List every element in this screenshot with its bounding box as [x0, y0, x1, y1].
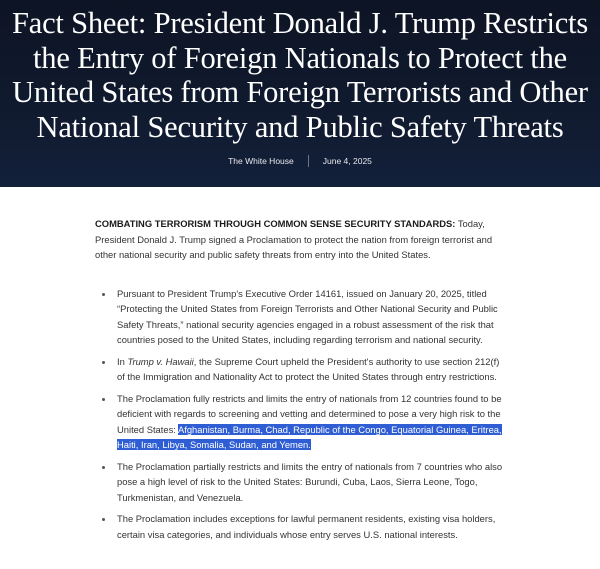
point-text: The Proclamation includes exceptions for lawful permanent residents, existing visa holders, certain visa categories, and individuals whose entry serves U.S. national interests. — [117, 513, 496, 540]
intro-lead: COMBATING TERRORISM THROUGH COMMON SENSE SECURITY STANDARDS: — [95, 218, 456, 229]
point-text-rest: , the Supreme Court upheld the President's authority to use section 212(f) of the Immigration and Nationality Act to protect the United States through entry restrictions. — [117, 355, 500, 382]
case-name: Trump v. Hawaii — [127, 355, 194, 367]
fact-list — [95, 286, 505, 543]
source-link[interactable]: The White House — [228, 156, 294, 166]
publish-date: June 4, 2025 — [322, 156, 372, 166]
bullet-icon — [102, 518, 105, 521]
bullet-icon — [102, 398, 105, 401]
list-item — [95, 459, 505, 506]
point-text: Pursuant to President Trump's Executive Order 14161, issued on January 20, 2025, titled “Protecting the United States from Foreign Terrorists and Other National Security and Public Safety Threats,” national security agencies engaged in a robust assessment of the risk that countries posed to the United States, including regarding terrorism and national security. — [117, 287, 498, 345]
list-item — [95, 511, 505, 542]
list-item — [95, 391, 505, 453]
point-text: The Proclamation partially restricts and limits the entry of nationals from 7 countries who also pose a high level of risk to the United States: Burundi, Cuba, Laos, Sierra Leone, Togo, Turkmenistan, and Venezuela. — [117, 460, 503, 503]
meta-divider — [308, 155, 309, 167]
page-hero — [0, 0, 600, 187]
list-item — [95, 286, 505, 348]
page-title: Fact Sheet: President Donald J. Trump Restricts the Entry of Foreign Nationals to Protect the United States from Foreign Terrorists and Other National Security and Public Safety Threats — [11, 6, 588, 144]
bullet-icon — [102, 361, 105, 364]
selected-text[interactable]: Afghanistan, Burma, Chad, Republic of the Congo, Equatorial Guinea, Eritrea, Haiti, Iran, Libya, Somalia, Sudan, and Yemen. — [117, 423, 502, 450]
article-meta — [0, 155, 600, 167]
article-body — [95, 216, 505, 548]
bullet-icon — [102, 293, 105, 296]
point-text: The Proclamation fully restricts and limits the entry of nationals from 12 countries found to be deficient with regards to screening and vetting and determined to pose a very high risk to the United States: — [117, 392, 502, 435]
bullet-icon — [102, 466, 105, 469]
intro-paragraph — [95, 216, 505, 263]
intro-text: Today, President Donald J. Trump signed a Proclamation to protect the nation from foreign terrorist and other national security and public safety threats from entry into the United States. — [95, 218, 493, 260]
list-item — [95, 354, 505, 385]
point-text-prefix: In — [117, 355, 128, 367]
